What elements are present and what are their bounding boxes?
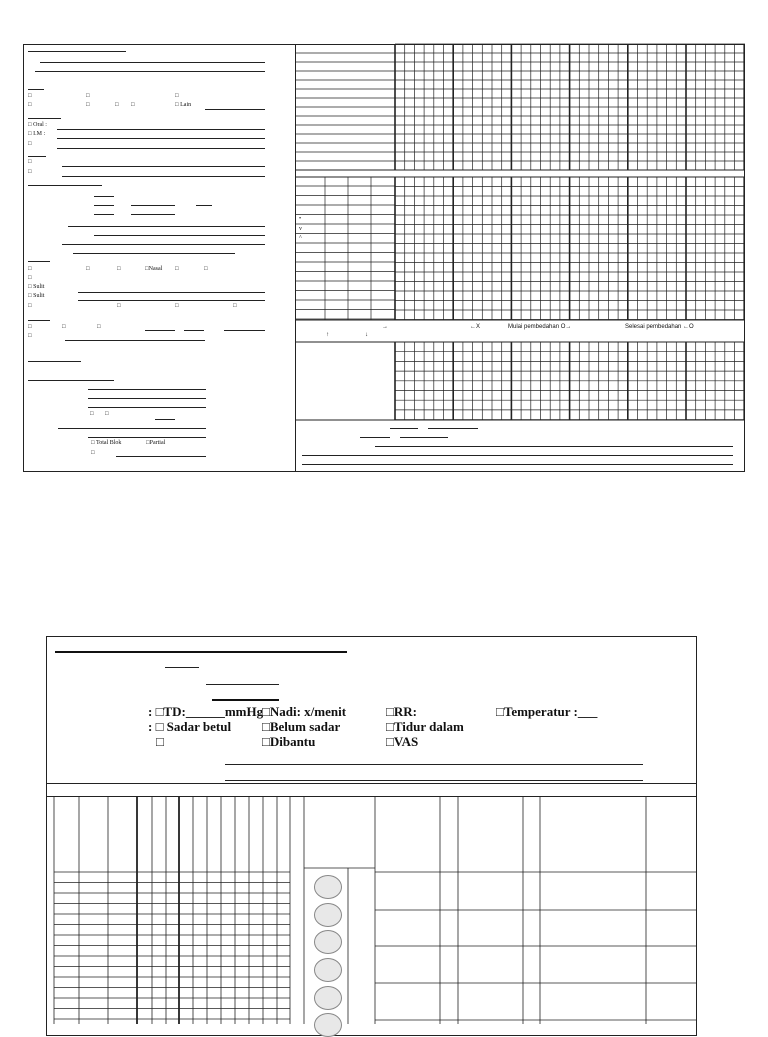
checkbox[interactable]: □: [28, 93, 32, 99]
im-label[interactable]: □ I.M :: [28, 131, 46, 137]
checkbox[interactable]: □: [28, 333, 32, 339]
vas-option[interactable]: □VAS: [386, 734, 419, 749]
checkbox[interactable]: □: [233, 303, 237, 309]
checkbox[interactable]: □: [86, 266, 90, 272]
checkbox[interactable]: □: [28, 303, 32, 309]
pain-face-icon: [314, 986, 342, 1010]
dot-symbol: •: [299, 216, 302, 222]
v-symbol: v: [299, 226, 302, 232]
belum-sadar-option[interactable]: □Belum sadar: [262, 719, 341, 734]
td-field[interactable]: : □TD:______mmHg: [148, 704, 264, 719]
checkbox[interactable]: □: [97, 324, 101, 330]
dibantu-option[interactable]: □Dibantu: [262, 734, 316, 749]
checkbox[interactable]: □: [117, 266, 121, 272]
checkbox[interactable]: □: [156, 734, 164, 749]
checkbox[interactable]: □: [86, 102, 90, 108]
sadar-betul-option[interactable]: : □ Sadar betul: [148, 719, 232, 734]
pain-face-icon: [314, 1013, 342, 1037]
checkbox[interactable]: □: [204, 266, 208, 272]
checkbox[interactable]: □: [62, 324, 66, 330]
checkbox[interactable]: □: [28, 275, 32, 281]
sheet2-frame: [46, 636, 697, 1036]
checkbox[interactable]: □: [131, 102, 135, 108]
tidur-dalam-option[interactable]: □Tidur dalam: [386, 719, 464, 734]
partial-option[interactable]: □Partial: [146, 440, 166, 446]
pain-face-icon: [314, 875, 342, 899]
arrow-right-icon: →: [382, 324, 388, 330]
checkbox[interactable]: □: [175, 303, 179, 309]
total-blok-option[interactable]: □ Total Blok: [91, 440, 122, 446]
x-marker-label: ←X: [470, 324, 481, 330]
temperatur-field[interactable]: □Temperatur :___: [496, 704, 598, 719]
nadi-field[interactable]: □Nadi: x/menit: [262, 704, 347, 719]
pain-face-icon: [314, 903, 342, 927]
lain-option[interactable]: □ Lain: [175, 102, 192, 108]
oral-label[interactable]: □ Oral :: [28, 122, 47, 128]
checkbox[interactable]: □: [28, 169, 32, 175]
checkbox[interactable]: □: [86, 93, 90, 99]
caret-symbol: ^: [299, 235, 302, 241]
checkbox[interactable]: □: [28, 324, 32, 330]
mulai-pembedahan-label: Mulai pembedahan O→: [508, 324, 572, 330]
arrow-up-icon: ↑: [326, 332, 329, 338]
checkbox[interactable]: □: [91, 450, 95, 456]
checkbox[interactable]: □: [28, 141, 32, 147]
arrow-down-icon: ↓: [365, 332, 368, 338]
sulit-option[interactable]: □ Sulit: [28, 293, 45, 299]
rr-field[interactable]: □RR:: [386, 704, 417, 719]
pain-face-icon: [314, 930, 342, 954]
checkbox[interactable]: □: [175, 266, 179, 272]
checkbox[interactable]: □: [175, 93, 179, 99]
checkbox[interactable]: □: [28, 266, 32, 272]
checkbox[interactable]: □: [115, 102, 119, 108]
pain-face-icon: [314, 958, 342, 982]
checkbox[interactable]: □: [28, 102, 32, 108]
sulit-option[interactable]: □ Sulit: [28, 284, 45, 290]
checkbox[interactable]: □: [28, 159, 32, 165]
checkbox[interactable]: □: [90, 411, 94, 417]
nasal-option[interactable]: □Nasal: [145, 266, 163, 272]
checkbox[interactable]: □: [105, 411, 109, 417]
selesai-pembedahan-label: Selesai pembedahan ←O: [625, 324, 694, 330]
checkbox[interactable]: □: [117, 303, 121, 309]
